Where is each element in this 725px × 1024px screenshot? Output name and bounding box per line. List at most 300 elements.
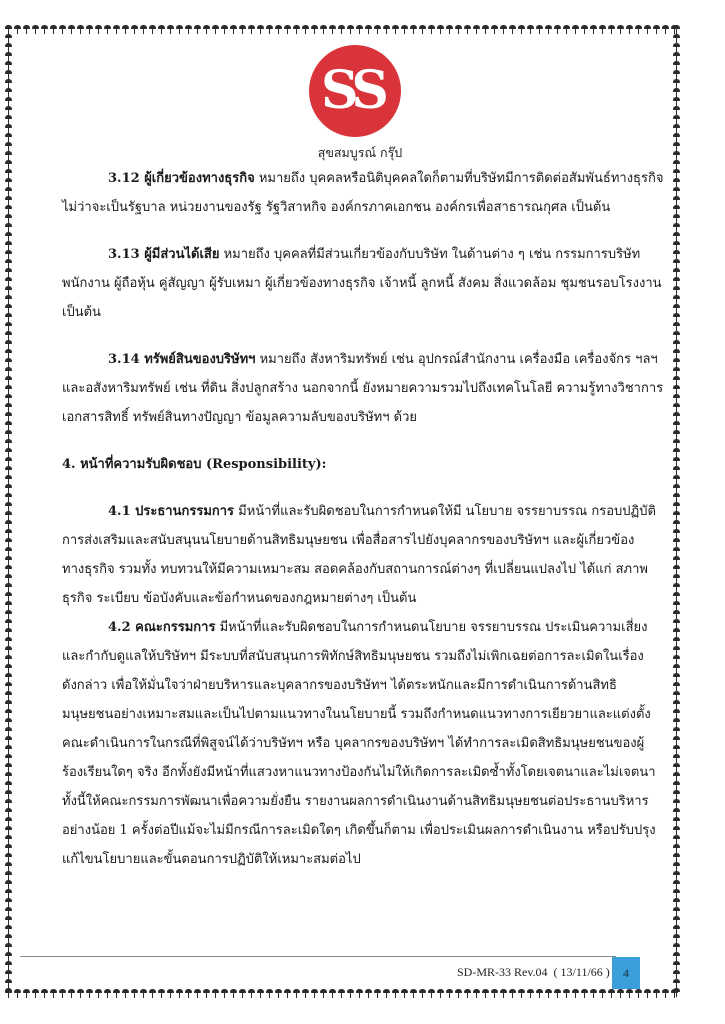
- palm-tree-icon: [672, 547, 681, 556]
- palm-tree-icon: [562, 989, 571, 998]
- palm-tree-icon: [238, 989, 247, 998]
- document-reference: SD-MR-33 Rev.04 ( 13/11/66 ): [457, 965, 610, 979]
- palm-tree-icon: [157, 25, 166, 34]
- palm-tree-icon: [672, 52, 681, 61]
- palm-tree-icon: [672, 79, 681, 88]
- palm-tree-icon: [4, 646, 13, 655]
- palm-tree-icon: [193, 25, 202, 34]
- palm-tree-icon: [4, 709, 13, 718]
- palm-tree-icon: [4, 817, 13, 826]
- palm-tree-icon: [672, 394, 681, 403]
- palm-tree-icon: [346, 25, 355, 34]
- palm-tree-icon: [184, 989, 193, 998]
- palm-tree-icon: [607, 989, 616, 998]
- palm-tree-icon: [409, 989, 418, 998]
- palm-tree-icon: [4, 376, 13, 385]
- palm-tree-icon: [4, 88, 13, 97]
- palm-tree-icon: [672, 286, 681, 295]
- palm-tree-icon: [337, 25, 346, 34]
- palm-tree-icon: [391, 25, 400, 34]
- palm-tree-icon: [112, 25, 121, 34]
- palm-tree-icon: [4, 574, 13, 583]
- palm-tree-icon: [672, 376, 681, 385]
- palm-tree-icon: [661, 25, 670, 34]
- palm-tree-icon: [175, 25, 184, 34]
- palm-tree-icon: [346, 989, 355, 998]
- palm-tree-icon: [672, 349, 681, 358]
- palm-tree-icon: [382, 25, 391, 34]
- palm-tree-icon: [672, 430, 681, 439]
- palm-tree-icon: [220, 25, 229, 34]
- palm-tree-icon: [193, 989, 202, 998]
- palm-tree-icon: [4, 664, 13, 673]
- palm-tree-icon: [292, 989, 301, 998]
- palm-tree-icon: [4, 223, 13, 232]
- palm-tree-icon: [166, 989, 175, 998]
- palm-tree-icon: [4, 925, 13, 934]
- palm-tree-icon: [672, 979, 681, 988]
- palm-tree-icon: [672, 655, 681, 664]
- palm-tree-icon: [229, 25, 238, 34]
- palm-tree-icon: [211, 989, 220, 998]
- section-4-2: 4.2 คณะกรรมการ มีหน้าที่และรับผิดชอบในการกำหนดนโยบาย จรรยาบรรณ ประเมินความเสี่ยง และกำกับดูแลให้บริษัทฯ มีระบบที่สนับสนุนการพิทักษ์สิทธิมนุษยชน รวมถึงไม่เพิกเฉยต่อการละเมิดในเรื่อง ดังกล่าว เพื่อให้มั่นใจว่าฝ่ายบริหารและบุคลากรของบริษัทฯ ได้ตระหนักและมีการดำเนินการด้านสิทธิ มนุษยชนอย่างเหมาะสมและเป็นไปตามแนวทางในนโยบายนี้ รวมถึงกำหนดแนวทางการเยียวยาและแต่งตั้ง คณะดำเนินการในกรณีที่พิสูจน์ได้ว่าบริษัทฯ หรือ บุคลากรของบริษัทฯ ได้ทำการละเมิดสิทธิมนุษยชนของผู้ ร้องเรียนใดๆ จริง อีกทั้งยังมีหน้าที่แสวงหาแนวทางป้องกันไม่ให้เกิดการละเมิดซ้ำทั้งโดยเจตนาและไม่เจตนา ทั้งนี้ให้คณะกรรมการพัฒนาเพื่อความยั่งยืน รายงานผลการดำเนินงานด้านสิทธิมนุษยชนต่อประธานบริหาร อย่างน้อย 1 ครั้งต่อปีแม้จะไม่มีกรณีการละเมิดใดๆ เกิดขึ้นก็ตาม เพื่อประเมินผลการดำเนินงาน หรือปรับปรุง แก้ไขนโยบายและขั้นตอนการปฏิบัติให้เหมาะสมต่อไป: [62, 620, 656, 867]
- palm-tree-icon: [672, 835, 681, 844]
- palm-tree-icon: [4, 520, 13, 529]
- palm-tree-icon: [4, 367, 13, 376]
- palm-tree-icon: [672, 133, 681, 142]
- palm-tree-icon: [391, 989, 400, 998]
- palm-tree-icon: [672, 187, 681, 196]
- palm-tree-icon: [672, 259, 681, 268]
- palm-tree-icon: [58, 25, 67, 34]
- palm-tree-icon: [672, 322, 681, 331]
- palm-tree-icon: [672, 691, 681, 700]
- palm-tree-icon: [4, 781, 13, 790]
- palm-tree-icon: [481, 25, 490, 34]
- palm-tree-icon: [274, 989, 283, 998]
- palm-tree-icon: [625, 25, 634, 34]
- palm-tree-icon: [490, 989, 499, 998]
- palm-tree-icon: [672, 826, 681, 835]
- palm-tree-icon: [672, 250, 681, 259]
- palm-tree-icon: [4, 133, 13, 142]
- palm-tree-icon: [4, 934, 13, 943]
- palm-tree-icon: [672, 151, 681, 160]
- palm-tree-icon: [4, 205, 13, 214]
- palm-tree-icon: [4, 331, 13, 340]
- palm-tree-icon: [4, 610, 13, 619]
- palm-tree-icon: [634, 989, 643, 998]
- palm-tree-icon: [4, 277, 13, 286]
- palm-tree-icon: [672, 934, 681, 943]
- palm-tree-icon: [672, 988, 681, 997]
- palm-tree-icon: [319, 25, 328, 34]
- palm-tree-icon: [31, 25, 40, 34]
- section-heading: 3.14 ทรัพย์สินของบริษัทฯ: [108, 352, 256, 367]
- palm-tree-icon: [672, 709, 681, 718]
- palm-tree-icon: [130, 25, 139, 34]
- palm-tree-icon: [672, 943, 681, 952]
- palm-tree-icon: [4, 403, 13, 412]
- palm-tree-icon: [472, 989, 481, 998]
- palm-tree-icon: [672, 628, 681, 637]
- palm-tree-icon: [13, 25, 22, 34]
- palm-tree-icon: [427, 25, 436, 34]
- palm-tree-icon: [672, 88, 681, 97]
- palm-tree-icon: [4, 628, 13, 637]
- palm-tree-icon: [672, 340, 681, 349]
- palm-tree-icon: [4, 493, 13, 502]
- palm-tree-icon: [220, 989, 229, 998]
- palm-tree-icon: [672, 610, 681, 619]
- palm-tree-icon: [672, 475, 681, 484]
- palm-tree-icon: [4, 313, 13, 322]
- palm-tree-icon: [672, 421, 681, 430]
- palm-tree-icon: [672, 457, 681, 466]
- palm-tree-icon: [672, 448, 681, 457]
- palm-tree-icon: [445, 989, 454, 998]
- palm-tree-icon: [571, 989, 580, 998]
- palm-tree-icon: [4, 889, 13, 898]
- palm-tree-icon: [4, 52, 13, 61]
- palm-tree-icon: [247, 989, 256, 998]
- palm-tree-icon: [526, 25, 535, 34]
- palm-tree-icon: [445, 25, 454, 34]
- palm-tree-icon: [337, 989, 346, 998]
- palm-tree-icon: [672, 25, 681, 34]
- palm-tree-icon: [672, 898, 681, 907]
- palm-tree-icon: [463, 989, 472, 998]
- palm-tree-icon: [672, 565, 681, 574]
- palm-tree-icon: [436, 25, 445, 34]
- palm-tree-icon: [4, 187, 13, 196]
- palm-tree-icon: [4, 745, 13, 754]
- palm-tree-icon: [672, 808, 681, 817]
- palm-tree-icon: [4, 700, 13, 709]
- palm-tree-icon: [418, 989, 427, 998]
- section-4-heading: 4. หน้าที่ความรับผิดชอบ (Responsibility):: [62, 457, 327, 472]
- palm-tree-icon: [607, 25, 616, 34]
- palm-tree-icon: [4, 853, 13, 862]
- palm-tree-icon: [103, 25, 112, 34]
- palm-tree-icon: [4, 475, 13, 484]
- palm-tree-icon: [672, 817, 681, 826]
- palm-tree-icon: [4, 502, 13, 511]
- palm-tree-icon: [4, 124, 13, 133]
- palm-tree-icon: [672, 232, 681, 241]
- palm-tree-icon: [31, 989, 40, 998]
- palm-tree-icon: [672, 727, 681, 736]
- palm-tree-icon: [4, 619, 13, 628]
- palm-tree-icon: [672, 484, 681, 493]
- palm-tree-icon: [672, 304, 681, 313]
- palm-tree-icon: [166, 25, 175, 34]
- palm-border-left: [4, 25, 14, 997]
- palm-tree-icon: [672, 277, 681, 286]
- palm-tree-icon: [4, 988, 13, 997]
- palm-tree-icon: [544, 989, 553, 998]
- palm-tree-icon: [463, 25, 472, 34]
- palm-tree-icon: [40, 989, 49, 998]
- palm-tree-icon: [672, 961, 681, 970]
- palm-tree-icon: [409, 25, 418, 34]
- palm-tree-icon: [139, 989, 148, 998]
- palm-tree-icon: [4, 583, 13, 592]
- palm-tree-icon: [4, 385, 13, 394]
- palm-tree-icon: [4, 439, 13, 448]
- palm-tree-icon: [4, 871, 13, 880]
- palm-tree-icon: [265, 989, 274, 998]
- palm-tree-icon: [4, 268, 13, 277]
- palm-tree-icon: [4, 214, 13, 223]
- palm-tree-icon: [672, 970, 681, 979]
- section-3-13: 3.13 ผู้มีส่วนได้เสีย หมายถึง บุคคลที่มีส่วนเกี่ยวข้องกับบริษัท ในด้านต่าง ๆ เช่น กรรมการบริษัท พนักงาน ผู้ถือหุ้น คู่สัญญา ผู้รับเหมา ผู้เกี่ยวข้องทางธุรกิจ เจ้าหนี้ ลูกหนี้ สังคม สิ่งแวดล้อม ชุมชนรอบโรงงาน เป็นต้น: [62, 247, 662, 320]
- palm-tree-icon: [4, 763, 13, 772]
- palm-tree-icon: [672, 799, 681, 808]
- palm-tree-icon: [481, 989, 490, 998]
- palm-tree-icon: [4, 790, 13, 799]
- palm-tree-icon: [672, 754, 681, 763]
- palm-tree-icon: [4, 592, 13, 601]
- palm-tree-icon: [319, 989, 328, 998]
- palm-tree-icon: [202, 989, 211, 998]
- section-heading: 3.12 ผู้เกี่ยวข้องทางธุรกิจ: [108, 171, 255, 186]
- palm-tree-icon: [4, 844, 13, 853]
- palm-tree-icon: [672, 952, 681, 961]
- palm-tree-icon: [184, 25, 193, 34]
- palm-tree-icon: [4, 835, 13, 844]
- palm-tree-icon: [157, 989, 166, 998]
- palm-tree-icon: [4, 259, 13, 268]
- palm-tree-icon: [4, 160, 13, 169]
- palm-tree-icon: [672, 223, 681, 232]
- palm-tree-icon: [672, 646, 681, 655]
- palm-tree-icon: [553, 989, 562, 998]
- palm-tree-icon: [256, 989, 265, 998]
- palm-tree-icon: [94, 25, 103, 34]
- palm-border-bottom: [4, 989, 680, 999]
- palm-tree-icon: [672, 601, 681, 610]
- palm-tree-icon: [672, 403, 681, 412]
- palm-tree-icon: [229, 989, 238, 998]
- palm-tree-icon: [22, 25, 31, 34]
- palm-tree-icon: [616, 25, 625, 34]
- palm-tree-icon: [672, 556, 681, 565]
- palm-tree-icon: [454, 989, 463, 998]
- palm-tree-icon: [580, 25, 589, 34]
- section-3-12: 3.12 ผู้เกี่ยวข้องทางธุรกิจ หมายถึง บุคคลหรือนิติบุคคลใดก็ตามที่บริษัทมีการติดต่อสัมพันธ์ทางธุรกิจ ไม่ว่าจะเป็นรัฐบาล หน่วยงานของรัฐ รัฐวิสาหกิจ องค์กรภาคเอกชน องค์กรเพื่อสาธารณกุศล เป็นต้น: [62, 171, 664, 215]
- palm-tree-icon: [4, 556, 13, 565]
- palm-tree-icon: [672, 664, 681, 673]
- palm-tree-icon: [4, 547, 13, 556]
- palm-tree-icon: [517, 989, 526, 998]
- palm-tree-icon: [4, 466, 13, 475]
- section-heading: 4.2 คณะกรรมการ: [108, 620, 216, 635]
- palm-tree-icon: [94, 989, 103, 998]
- palm-tree-icon: [76, 989, 85, 998]
- palm-tree-icon: [562, 25, 571, 34]
- palm-tree-icon: [672, 871, 681, 880]
- section-3-14: 3.14 ทรัพย์สินของบริษัทฯ หมายถึง สังหาริมทรัพย์ เช่น อุปกรณ์สำนักงาน เครื่องมือ เครื่องจักร ฯลฯ และอสังหาริมทรัพย์ เช่น ที่ดิน สิ่งปลูกสร้าง นอกจากนี้ ยังหมายความรวมไปถึงเทคโนโลยี ความรู้ทางวิชาการ เอกสารสิทธิ์ ทรัพย์สินทางปัญญา ข้อมูลความลับของบริษัทฯ ด้วย: [62, 352, 664, 425]
- palm-tree-icon: [4, 241, 13, 250]
- palm-tree-icon: [672, 853, 681, 862]
- palm-tree-icon: [4, 799, 13, 808]
- palm-tree-icon: [103, 989, 112, 998]
- palm-tree-icon: [672, 412, 681, 421]
- palm-tree-icon: [49, 989, 58, 998]
- page-number: 4: [612, 957, 640, 989]
- palm-tree-icon: [4, 880, 13, 889]
- palm-border-right: [672, 25, 682, 997]
- palm-tree-icon: [40, 25, 49, 34]
- palm-tree-icon: [517, 25, 526, 34]
- palm-tree-icon: [672, 700, 681, 709]
- palm-tree-icon: [4, 952, 13, 961]
- palm-tree-icon: [508, 989, 517, 998]
- palm-tree-icon: [672, 925, 681, 934]
- palm-tree-icon: [4, 772, 13, 781]
- palm-tree-icon: [672, 637, 681, 646]
- palm-tree-icon: [625, 989, 634, 998]
- palm-tree-icon: [661, 989, 670, 998]
- palm-tree-icon: [4, 115, 13, 124]
- palm-tree-icon: [672, 313, 681, 322]
- company-name: สุขสมบูรณ์ กรุ๊ป: [317, 145, 403, 160]
- palm-tree-icon: [672, 241, 681, 250]
- palm-tree-icon: [4, 34, 13, 43]
- palm-tree-icon: [247, 25, 256, 34]
- palm-tree-icon: [112, 989, 121, 998]
- palm-tree-icon: [310, 989, 319, 998]
- palm-tree-icon: [13, 989, 22, 998]
- palm-tree-icon: [4, 394, 13, 403]
- palm-tree-icon: [4, 421, 13, 430]
- palm-tree-icon: [373, 989, 382, 998]
- palm-tree-icon: [4, 97, 13, 106]
- palm-tree-icon: [292, 25, 301, 34]
- palm-tree-icon: [49, 25, 58, 34]
- palm-tree-icon: [148, 25, 157, 34]
- palm-tree-icon: [672, 268, 681, 277]
- palm-tree-icon: [672, 115, 681, 124]
- palm-tree-icon: [4, 79, 13, 88]
- palm-tree-icon: [4, 637, 13, 646]
- palm-tree-icon: [672, 781, 681, 790]
- palm-tree-icon: [672, 844, 681, 853]
- palm-tree-icon: [4, 25, 13, 34]
- palm-tree-icon: [4, 457, 13, 466]
- palm-tree-icon: [4, 358, 13, 367]
- palm-tree-icon: [4, 538, 13, 547]
- palm-tree-icon: [672, 493, 681, 502]
- palm-tree-icon: [355, 25, 364, 34]
- palm-tree-icon: [328, 25, 337, 34]
- palm-tree-icon: [4, 70, 13, 79]
- palm-tree-icon: [4, 484, 13, 493]
- palm-tree-icon: [672, 592, 681, 601]
- palm-tree-icon: [4, 529, 13, 538]
- palm-tree-icon: [544, 25, 553, 34]
- palm-tree-icon: [418, 25, 427, 34]
- palm-tree-icon: [672, 385, 681, 394]
- palm-tree-icon: [535, 989, 544, 998]
- section-heading: 4.1 ประธานกรรมการ: [108, 504, 235, 519]
- palm-tree-icon: [364, 25, 373, 34]
- palm-tree-icon: [672, 502, 681, 511]
- palm-tree-icon: [672, 205, 681, 214]
- palm-tree-icon: [672, 466, 681, 475]
- palm-tree-icon: [672, 70, 681, 79]
- palm-tree-icon: [672, 169, 681, 178]
- palm-tree-icon: [616, 989, 625, 998]
- palm-tree-icon: [4, 178, 13, 187]
- palm-tree-icon: [672, 520, 681, 529]
- palm-tree-icon: [85, 989, 94, 998]
- palm-tree-icon: [672, 511, 681, 520]
- palm-tree-icon: [202, 25, 211, 34]
- palm-tree-icon: [4, 808, 13, 817]
- palm-tree-icon: [672, 439, 681, 448]
- palm-tree-icon: [672, 367, 681, 376]
- palm-tree-icon: [4, 943, 13, 952]
- ss-logo-icon: SS: [321, 60, 383, 121]
- palm-tree-icon: [508, 25, 517, 34]
- palm-tree-icon: [130, 989, 139, 998]
- palm-tree-icon: [400, 989, 409, 998]
- palm-tree-icon: [4, 682, 13, 691]
- palm-tree-icon: [672, 583, 681, 592]
- palm-tree-icon: [672, 763, 681, 772]
- palm-tree-icon: [652, 25, 661, 34]
- palm-tree-icon: [4, 250, 13, 259]
- palm-tree-icon: [4, 673, 13, 682]
- palm-tree-icon: [4, 448, 13, 457]
- palm-tree-icon: [76, 25, 85, 34]
- palm-tree-icon: [4, 862, 13, 871]
- palm-tree-icon: [4, 304, 13, 313]
- palm-tree-icon: [211, 25, 220, 34]
- palm-tree-icon: [4, 655, 13, 664]
- palm-tree-icon: [672, 889, 681, 898]
- palm-tree-icon: [4, 322, 13, 331]
- palm-tree-icon: [571, 25, 580, 34]
- palm-tree-icon: [67, 989, 76, 998]
- palm-tree-icon: [672, 538, 681, 547]
- palm-tree-icon: [672, 574, 681, 583]
- palm-tree-icon: [22, 989, 31, 998]
- palm-tree-icon: [672, 772, 681, 781]
- palm-tree-icon: [175, 989, 184, 998]
- palm-tree-icon: [672, 196, 681, 205]
- palm-tree-icon: [499, 25, 508, 34]
- palm-tree-icon: [274, 25, 283, 34]
- palm-tree-icon: [4, 754, 13, 763]
- palm-tree-icon: [4, 430, 13, 439]
- palm-tree-icon: [672, 142, 681, 151]
- footer-divider: [20, 956, 616, 957]
- palm-tree-icon: [4, 601, 13, 610]
- palm-tree-icon: [4, 412, 13, 421]
- palm-tree-icon: [672, 745, 681, 754]
- palm-tree-icon: [4, 295, 13, 304]
- palm-tree-icon: [672, 178, 681, 187]
- palm-tree-icon: [535, 25, 544, 34]
- palm-tree-icon: [4, 898, 13, 907]
- palm-tree-icon: [301, 25, 310, 34]
- palm-tree-icon: [427, 989, 436, 998]
- palm-tree-icon: [4, 916, 13, 925]
- palm-tree-icon: [4, 907, 13, 916]
